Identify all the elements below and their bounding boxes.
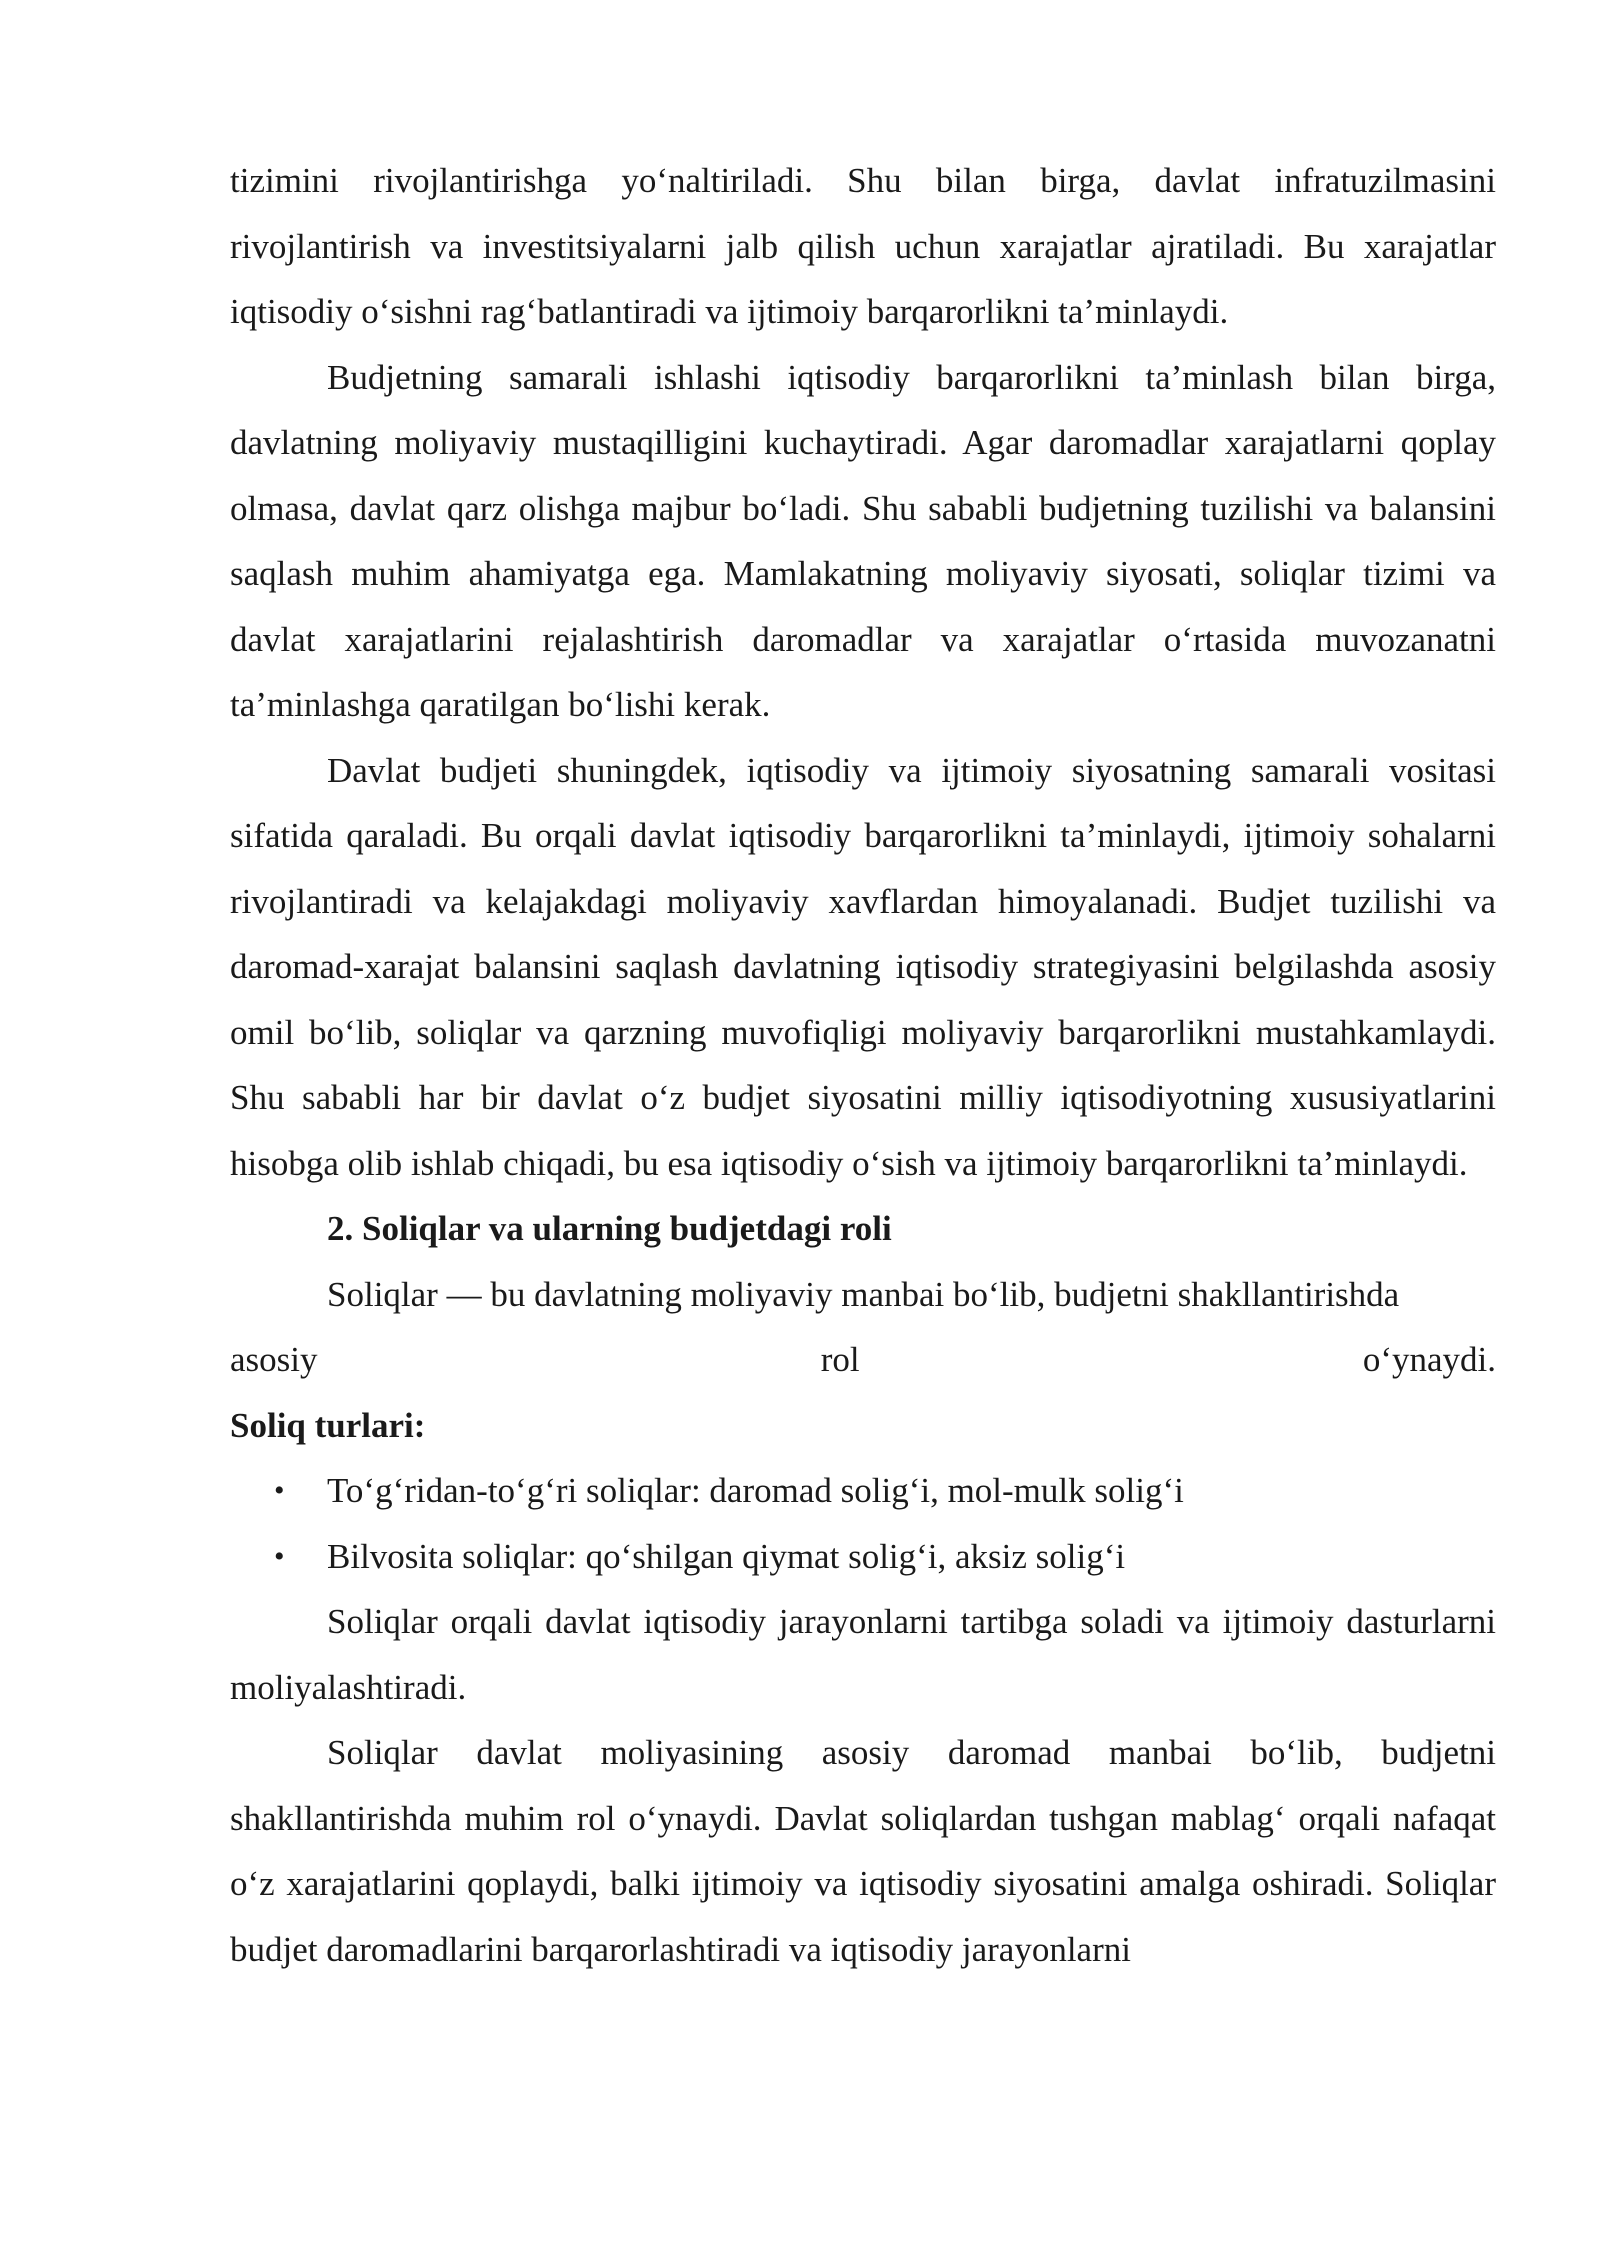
bullet-icon: •	[274, 1539, 285, 1573]
paragraph-continuation: tizimini rivojlantirishga yo‘naltiriladi. Shu bilan birga, davlat infratuzilmasini rivojlantirish va investitsiyalarni jalb qilish uchun xarajatlar ajratiladi. Bu xarajatlar iqtisodiy o‘sishni rag‘batlantiradi va ijtimoiy barqarorlikni ta’minlaydi.	[230, 161, 1496, 331]
document-page	[230, 148, 1496, 1982]
word-rol: rol	[820, 1340, 860, 1379]
list-item-text: Bilvosita soliqlar: qo‘shilgan qiymat solig‘i, aksiz solig‘i	[327, 1536, 1126, 1576]
paragraph-taxes-definition: Soliqlar — bu davlatning moliyaviy manbai bo‘lib, budjetni shakllantirishda	[327, 1274, 1400, 1314]
list-item	[230, 1524, 1496, 1590]
word-oynaydi: o‘ynaydi.	[1362, 1340, 1496, 1379]
bullet-icon: •	[274, 1474, 285, 1507]
tax-types-list	[230, 1458, 1496, 1589]
paragraph-taxes-main-revenue: Soliqlar davlat moliyasining asosiy daromad manbai bo‘lib, budjetni shakllantirishda muhim rol o‘ynaydi. Davlat soliqlardan tushgan mablag‘ orqali nafaqat o‘z xarajatlarini qoplaydi, balki ijtimoiy va iqtisodiy siyosatini amalga oshiradi. Soliqlar budjet daromadlarini barqarorlashtiradi va iqtisodiy jarayonlarni	[230, 1733, 1496, 1969]
tax-types-label: Soliq turlari:	[230, 1405, 426, 1445]
paragraph-budget-efficiency: Budjetning samarali ishlashi iqtisodiy barqarorlikni ta’minlash bilan birga, davlatning moliyaviy mustaqilligini kuchaytiradi. Agar daromadlar xarajatlarni qoplay olmasa, davlat qarz olishga majbur bo‘ladi. Shu sababli budjetning tuzilishi va balansini saqlash muhim ahamiyatga ega. Mamlakatning moliyaviy siyosati, soliqlar tizimi va davlat xarajatlarini rejalashtirish daromadlar va xarajatlar o‘rtasida muvozanatni ta’minlashga qaratilgan bo‘lishi kerak.	[230, 357, 1496, 724]
paragraph-taxes-definition-last-line	[230, 1327, 1496, 1393]
word-asosiy: asosiy	[230, 1340, 318, 1379]
section-heading: 2. Soliqlar va ularning budjetdagi roli	[327, 1209, 892, 1248]
paragraph-taxes-regulation: Soliqlar orqali davlat iqtisodiy jarayonlarni tartibga soladi va ijtimoiy dasturlarni moliyalashtiradi.	[230, 1602, 1496, 1707]
list-item-text: To‘g‘ridan-to‘g‘ri soliqlar: daromad solig‘i, mol-mulk solig‘i	[327, 1471, 1184, 1510]
paragraph-state-budget-policy: Davlat budjeti shuningdek, iqtisodiy va ijtimoiy siyosatning samarali vositasi sifatida qaraladi. Bu orqali davlat iqtisodiy barqarorlikni ta’minlaydi, ijtimoiy sohalarni rivojlantiradi va kelajakdagi moliyaviy xavflardan himoyalanadi. Budjet tuzilishi va daromad-xarajat balansini saqlash davlatning iqtisodiy strategiyasini belgilashda asosiy omil bo‘lib, soliqlar va qarzning muvofiqligi moliyaviy barqarorlikni mustahkamlaydi. Shu sababli har bir davlat o‘z budjet siyosatini milliy iqtisodiyotning xususiyatlarini hisobga olib ishlab chiqadi, bu esa iqtisodiy o‘sish va ijtimoiy barqarorlikni ta’minlaydi.	[230, 750, 1496, 1183]
list-item	[230, 1458, 1496, 1524]
